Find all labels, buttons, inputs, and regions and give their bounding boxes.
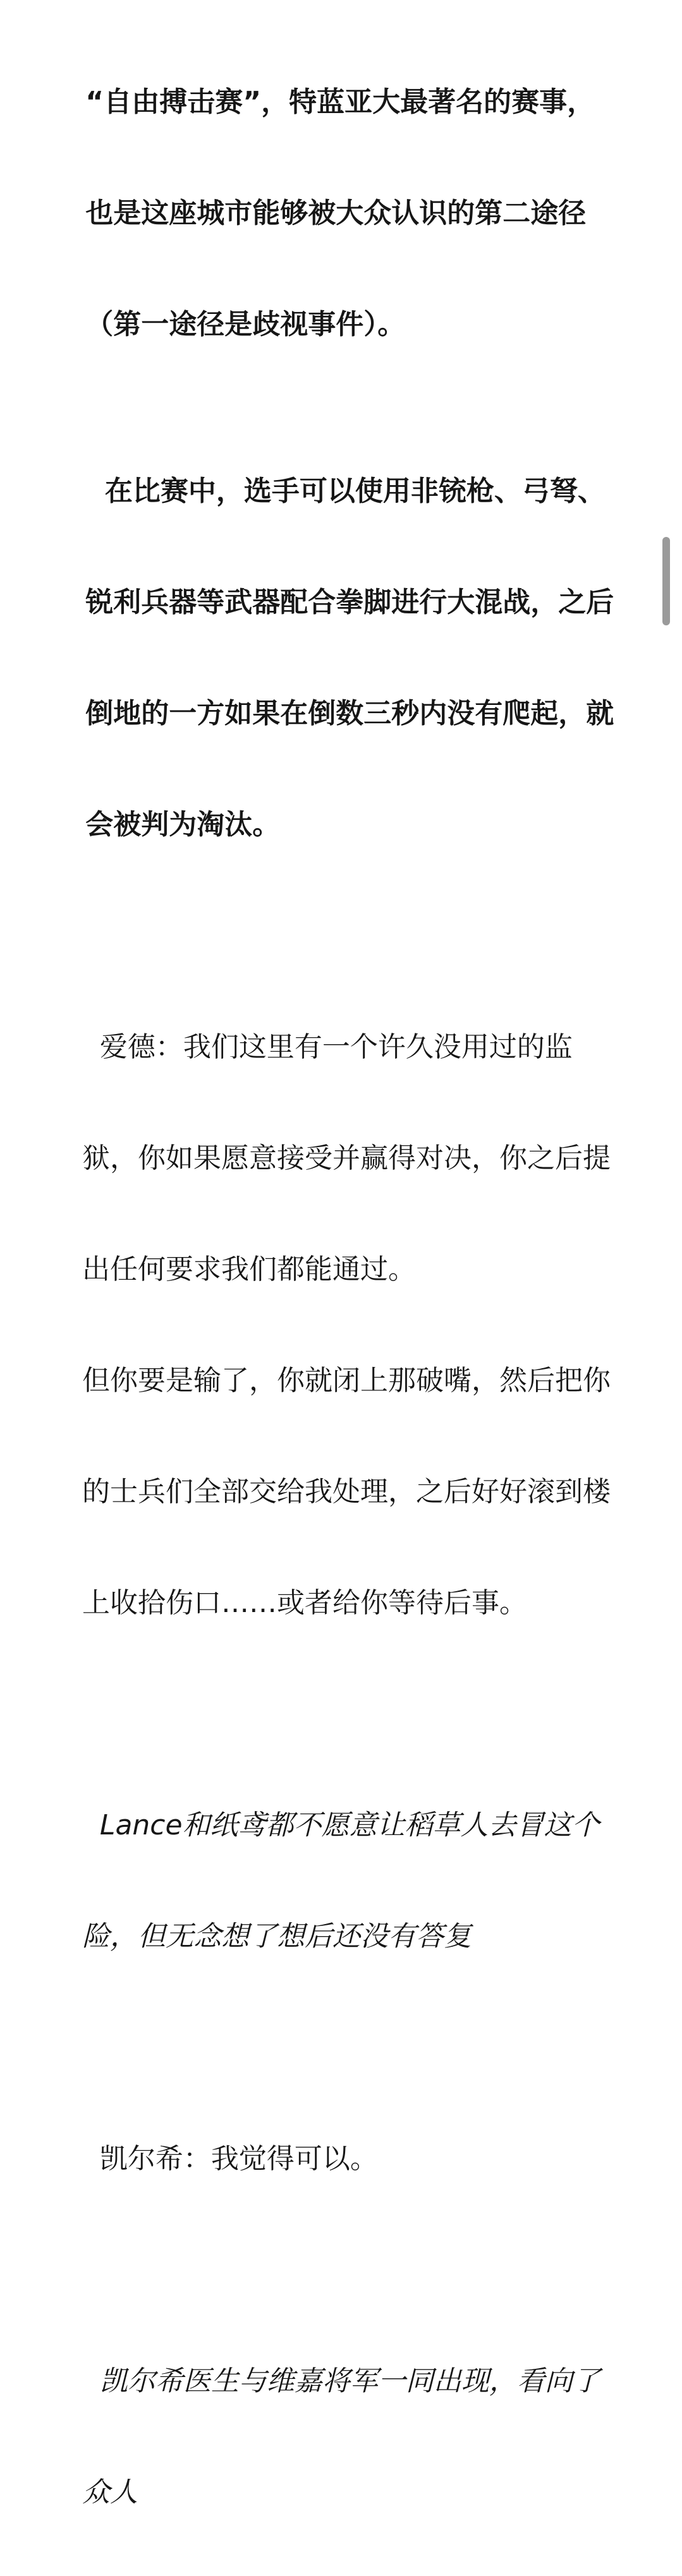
text-line: 狱，你如果愿意接受并赢得对决，你之后提 bbox=[82, 1142, 611, 1174]
text-line: 出任何要求我们都能通过。 bbox=[82, 1253, 416, 1285]
text-line: 凯尔希医生与维嘉将军一同出现，看向了 bbox=[82, 2365, 600, 2397]
paragraph-narration-appear bbox=[47, 2298, 628, 2576]
text-line: （第一途径是歧视事件）。 bbox=[85, 308, 406, 340]
text-line: 爱德：我们这里有一个许久没用过的监 bbox=[82, 1031, 573, 1063]
text-line: 凯尔希：我觉得可以。 bbox=[82, 2143, 378, 2175]
paragraph-dialogue-ed bbox=[47, 964, 628, 1687]
scrollbar-thumb[interactable] bbox=[662, 537, 670, 625]
text-line: 但你要是输了，你就闭上那破嘴，然后把你 bbox=[82, 1364, 611, 1397]
text-line: 在比赛中，选手可以使用非铳枪、弓弩、 bbox=[85, 475, 606, 507]
text-line: Lance和纸鸢都不愿意让稻草人去冒这个 bbox=[82, 1809, 600, 1841]
paragraph-gap bbox=[47, 1687, 628, 1742]
text-line: 众人 bbox=[82, 2476, 138, 2508]
article-body bbox=[47, 19, 628, 2576]
text-line: 会被判为淘汰。 bbox=[85, 809, 281, 841]
text-line: 的士兵们全部交给我处理，之后好好滚到楼 bbox=[82, 1476, 611, 1508]
text-line: 锐利兵器等武器配合拳脚进行大混战，之后 bbox=[85, 586, 614, 618]
paragraph-dialogue-kaltsit bbox=[47, 2076, 628, 2242]
text-line: 上收拾伤口……或者给你等待后事。 bbox=[82, 1587, 527, 1619]
paragraph-rules bbox=[47, 408, 628, 908]
text-line: “自由搏击赛”，特蓝亚大最著名的赛事， bbox=[85, 86, 595, 118]
text-line: 倒地的一方如果在倒数三秒内没有爬起，就 bbox=[85, 697, 614, 730]
paragraph-gap bbox=[47, 2020, 628, 2076]
paragraph-gap bbox=[47, 908, 628, 964]
scrollbar[interactable] bbox=[662, 0, 671, 1231]
paragraph-intro bbox=[47, 19, 628, 408]
text-line: 也是这座城市能够被大众认识的第二途径 bbox=[85, 197, 587, 229]
paragraph-narration-lance bbox=[47, 1742, 628, 2020]
text-line: 险，但无念想了想后还没有答复 bbox=[82, 1920, 472, 1953]
paragraph-gap bbox=[47, 2242, 628, 2298]
